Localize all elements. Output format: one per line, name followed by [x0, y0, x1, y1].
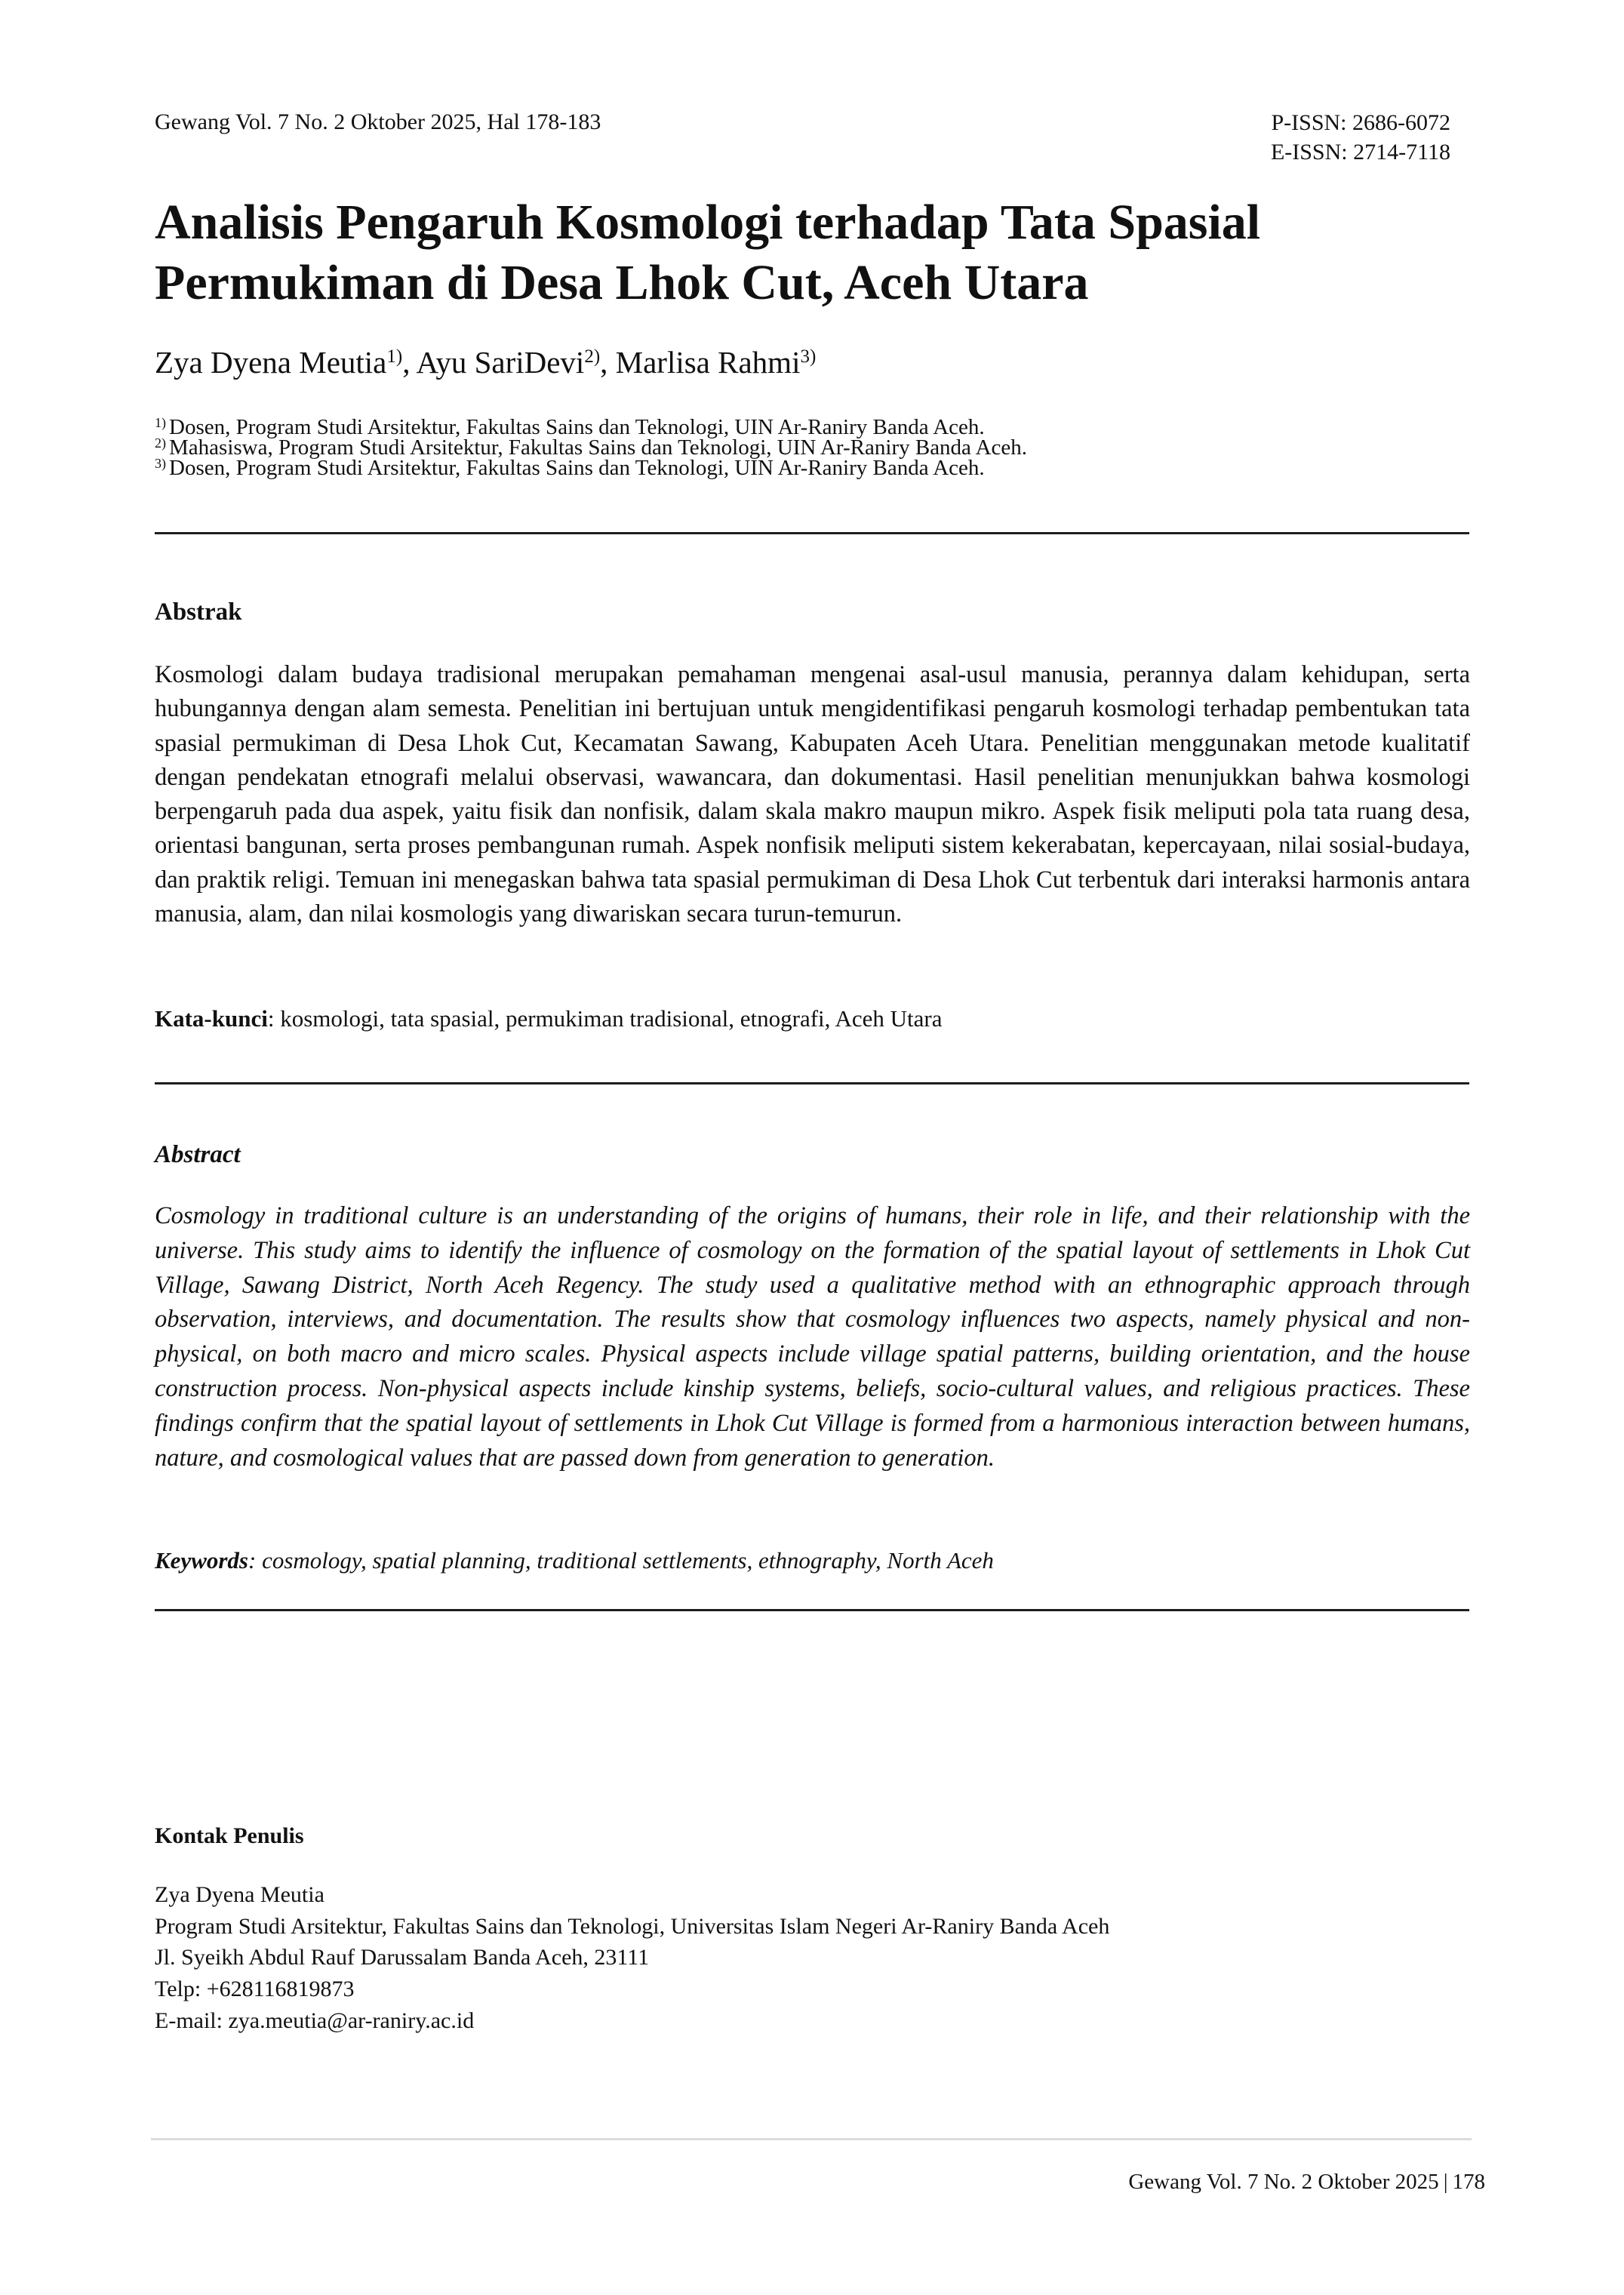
author-separator: ,: [600, 345, 616, 380]
contact-phone: Telp: +628116819873: [155, 1977, 355, 2002]
affiliation-item: [155, 417, 1027, 438]
kata-kunci-label: Kata-kunci: [155, 1005, 268, 1032]
author-name: Marlisa Rahmi: [615, 345, 801, 380]
affiliation-mark: 3): [155, 456, 166, 471]
footer-journal: Gewang Vol. 7 No. 2 Oktober 2025: [1128, 2170, 1439, 2194]
footer-separator: |: [1443, 2170, 1448, 2194]
author-affiliation-mark: 2): [584, 346, 601, 367]
author-affiliation-mark: 1): [386, 346, 403, 367]
affiliation-mark: 1): [155, 415, 166, 430]
section-divider: [155, 1609, 1469, 1611]
affiliation-mark: 2): [155, 435, 166, 451]
contact-institution: Program Studi Arsitektur, Fakultas Sains dan Teknologi, Universitas Islam Negeri Ar-Raniry Banda Aceh: [155, 1913, 1110, 1939]
affiliation-text: Dosen, Program Studi Arsitektur, Fakultas Sains dan Teknologi, UIN Ar-Raniry Banda Aceh.: [169, 415, 985, 439]
affiliation-text: Mahasiswa, Program Studi Arsitektur, Fakultas Sains dan Teknologi, UIN Ar-Raniry Banda Aceh.: [169, 435, 1028, 460]
footer-divider: [151, 2138, 1472, 2140]
abstrak-body: Kosmologi dalam budaya tradisional merupakan pemahaman mengenai asal-usul manusia, perannya dalam kehidupan, serta hubungannya dengan alam semesta. Penelitian ini bertujuan untuk mengidentifikasi pengaruh kosmologi terhadap pembentukan tata spasial permukiman di Desa Lhok Cut, Kecamatan Sawang, Kabupaten Aceh Utara. Penelitian menggunakan metode kualitatif dengan pendekatan etnografi melalui observasi, wawancara, dan dokumentasi. Hasil penelitian menunjukkan bahwa kosmologi berpengaruh pada dua aspek, yaitu fisik dan nonfisik, dalam skala makro maupun mikro. Aspek fisik meliputi pola tata ruang desa, orientasi bangunan, serta proses pembangunan rumah. Aspek nonfisik meliputi sistem kekerabatan, kepercayaan, nilai sosial-budaya, dan praktik religi. Temuan ini menegaskan bahwa tata spasial permukiman di Desa Lhok Cut terbentuk dari interaksi harmonis antara manusia, alam, dan nilai kosmologis yang diwariskan secara turun-temurun.: [155, 661, 1470, 928]
contact-name: Zya Dyena Meutia: [155, 1882, 324, 1907]
affiliation-item: [155, 435, 1028, 460]
paper-title-line-1: Analisis Pengaruh Kosmologi terhadap Tata Spasial: [155, 195, 1261, 250]
page-footer: [1128, 2168, 1485, 2195]
contact-block: [155, 1879, 1109, 2037]
keywords-list: : cosmology, spatial planning, traditional settlements, ethnography, North Aceh: [248, 1547, 994, 1574]
contact-address: Jl. Syeikh Abdul Rauf Darussalam Banda Aceh, 23111: [155, 1945, 650, 1970]
issn-block: [1271, 108, 1450, 167]
kata-kunci-list: : kosmologi, tata spasial, permukiman tradisional, etnografi, Aceh Utara: [267, 1005, 943, 1032]
contact-email[interactable]: E-mail: zya.meutia@ar-raniry.ac.id: [155, 2007, 475, 2033]
section-divider: [155, 1082, 1469, 1084]
author-separator: ,: [402, 345, 417, 380]
paper-title: [155, 192, 1475, 313]
abstract-body: Cosmology in traditional culture is an understanding of the origins of humans, their role in life, and their relationship with the universe. This study aims to identify the influence of cosmology on the formation of the spatial layout of settlements in Lhok Cut Village, Sawang District, North Aceh Regency. The study used a qualitative method with an ethnographic approach through observation, interviews, and documentation. The results show that cosmology influences two aspects, namely physical and non-physical, on both macro and micro scales. Physical aspects include village spatial patterns, building orientation, and the house construction process. Non-physical aspects include kinship systems, beliefs, socio-cultural values, and religious practices. These findings confirm that the spatial layout of settlements in Lhok Cut Village is formed from a harmonious interaction between humans, nature, and cosmological values that are passed down from generation to generation.: [155, 1202, 1470, 1472]
section-divider: [155, 532, 1469, 534]
affiliation-item: [155, 458, 1027, 478]
author-list: [155, 343, 816, 381]
paper-title-line-2: Permukiman di Desa Lhok Cut, Aceh Utara: [155, 255, 1089, 310]
affiliation-list: [155, 417, 1027, 478]
abstract-heading: Abstract: [155, 1141, 241, 1168]
author-name: Zya Dyena Meutia: [155, 345, 387, 380]
p-issn: P-ISSN: 2686-6072: [1271, 110, 1450, 135]
kata-kunci: [155, 1004, 942, 1034]
e-issn: E-ISSN: 2714-7118: [1270, 140, 1450, 165]
affiliation-text: Dosen, Program Studi Arsitektur, Fakultas Sains dan Teknologi, UIN Ar-Raniry Banda Aceh.: [169, 456, 985, 480]
contact-heading: Kontak Penulis: [155, 1823, 304, 1848]
keywords: [155, 1546, 994, 1576]
running-header-citation: Gewang Vol. 7 No. 2 Oktober 2025, Hal 178-183: [155, 109, 601, 134]
page-number: 178: [1452, 2170, 1485, 2194]
author-name: Ayu SariDevi: [416, 345, 585, 380]
author-affiliation-mark: 3): [800, 346, 817, 367]
abstrak-heading: Abstrak: [155, 598, 242, 626]
keywords-label: Keywords: [155, 1547, 248, 1574]
